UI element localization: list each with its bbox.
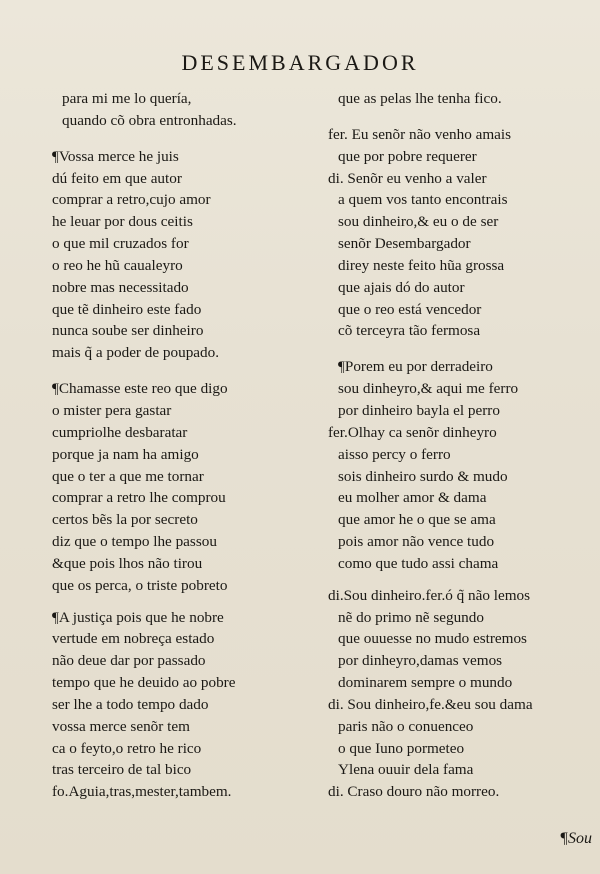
verse-line: cõ terceyra tão fermosa — [338, 322, 481, 340]
verse-line: fer. Eu senõr não venho amais — [328, 125, 512, 143]
verse-line: ca o feyto,o retro he rico — [52, 739, 202, 757]
verse-line: que ouuesse no mudo estremos — [338, 630, 527, 648]
verse-line: sou dinheyro,& aqui me ferro — [338, 380, 519, 398]
verse-line: di.Sou dinheiro.fer.ó q̃ não lemos — [328, 586, 531, 604]
verse-line: sois dinheiro surdo & mudo — [338, 467, 508, 485]
verse-line: não deue dar por passado — [52, 652, 206, 670]
verse-line: ser lhe a todo tempo dado — [52, 695, 209, 713]
running-header: DESEMBARGADOR — [181, 50, 419, 75]
verse-line: nẽ do primo nẽ segundo — [338, 608, 484, 626]
verse-line: por dinheiro bayla el perro — [338, 401, 500, 419]
verse-line: tras terceiro de tal bico — [52, 761, 192, 779]
verse-line: sou dinheiro,& eu o de ser — [338, 213, 499, 231]
stanza-gap — [328, 110, 594, 124]
verse-line: o mister pera gastar — [52, 401, 172, 419]
verse-line: pois amor não vence tudo — [338, 533, 495, 551]
verse-line: a quem vos tanto encontrais — [338, 191, 508, 209]
verse-line: fer.Olhay ca senõr dinheyro — [328, 423, 497, 441]
verse-line: nobre mas necessitado — [52, 278, 189, 296]
verse-line: cumpriolhe desbaratar — [52, 423, 188, 441]
verse-line: porque ja nam ha amigo — [52, 445, 199, 463]
verse-line: dominarem sempre o mundo — [338, 674, 513, 692]
verse-line: que tẽ dinheiro este fado — [52, 300, 202, 318]
verse-line: certos bẽs la por secreto — [52, 511, 198, 529]
verse-line: vertude em nobreça estado — [52, 630, 215, 648]
verse-line: que as pelas lhe tenha fico. — [338, 90, 502, 107]
verse-line: dú feito em que autor — [52, 169, 182, 187]
verse-line: aisso percy o ferro — [338, 445, 451, 463]
verse-line: ¶Chamasse este reo que digo — [52, 380, 228, 398]
verse-line: direy neste feito hũa grossa — [338, 256, 505, 274]
stanza-gap — [52, 132, 317, 146]
verse-line: que ajais dó do autor — [338, 278, 465, 296]
verse-line: vossa merce senõr tem — [52, 717, 190, 735]
verse-line: comprar a retro lhe comprou — [52, 489, 226, 507]
right-verse-column — [328, 88, 594, 803]
verse-line: senõr Desembargador — [338, 235, 471, 253]
verse-line: diz que o tempo lhe passou — [52, 533, 217, 551]
verse-line: que por pobre requerer — [338, 147, 477, 165]
verse-line: ¶A justiça pois que he nobre — [52, 608, 224, 626]
left-verse-column — [52, 88, 317, 803]
verse-line: nunca soube ser dinheiro — [52, 322, 204, 340]
stanza-gap — [52, 364, 317, 378]
verse-line: que os perca, o triste pobreto — [52, 576, 228, 594]
verse-line: fo.Aguia,tras,mester,tambem. — [52, 783, 232, 801]
verse-line: mais q̃ a poder de poupado. — [52, 344, 220, 362]
stanza-gap — [52, 597, 317, 607]
verse-line: o que Iuno pormeteo — [338, 739, 465, 757]
verse-line: como que tudo assi chama — [338, 554, 499, 572]
verse-line: que o ter a que me tornar — [52, 467, 204, 485]
verse-line: tempo que he deuido ao pobre — [52, 674, 236, 692]
verse-line: quando cõ obra entronhadas. — [62, 111, 237, 129]
verse-line: &que pois lhos não tirou — [52, 554, 203, 572]
verse-line: para mi me lo quería, — [62, 90, 192, 107]
verse-line: eu molher amor & dama — [338, 489, 487, 507]
stanza-gap — [328, 575, 594, 585]
verse-line: por dinheyro,damas vemos — [338, 652, 503, 670]
verse-line: Ylena ouuir dela fama — [338, 761, 474, 779]
verse-line: o reo he hũ caualeyro — [52, 256, 183, 274]
verse-line: di. Craso douro não morreo. — [328, 783, 500, 801]
stanza-gap — [328, 342, 594, 356]
verse-line: di. Senõr eu venho a valer — [328, 169, 487, 187]
verse-line: ¶Porem eu por derradeiro — [338, 358, 493, 376]
verse-line: paris não o conuenceo — [338, 717, 474, 735]
verse-line: que amor he o que se ama — [338, 511, 496, 529]
catchword: ¶Sou — [559, 830, 592, 847]
verse-line: di. Sou dinheiro,fe.&eu sou dama — [328, 695, 533, 713]
verse-line: he leuar por dous ceitis — [52, 213, 193, 231]
verse-line: comprar a retro,cujo amor — [52, 191, 211, 209]
verse-line: o que mil cruzados for — [52, 235, 189, 253]
verse-line: que o reo está vencedor — [338, 300, 482, 318]
verse-line: ¶Vossa merce he juis — [52, 147, 179, 165]
